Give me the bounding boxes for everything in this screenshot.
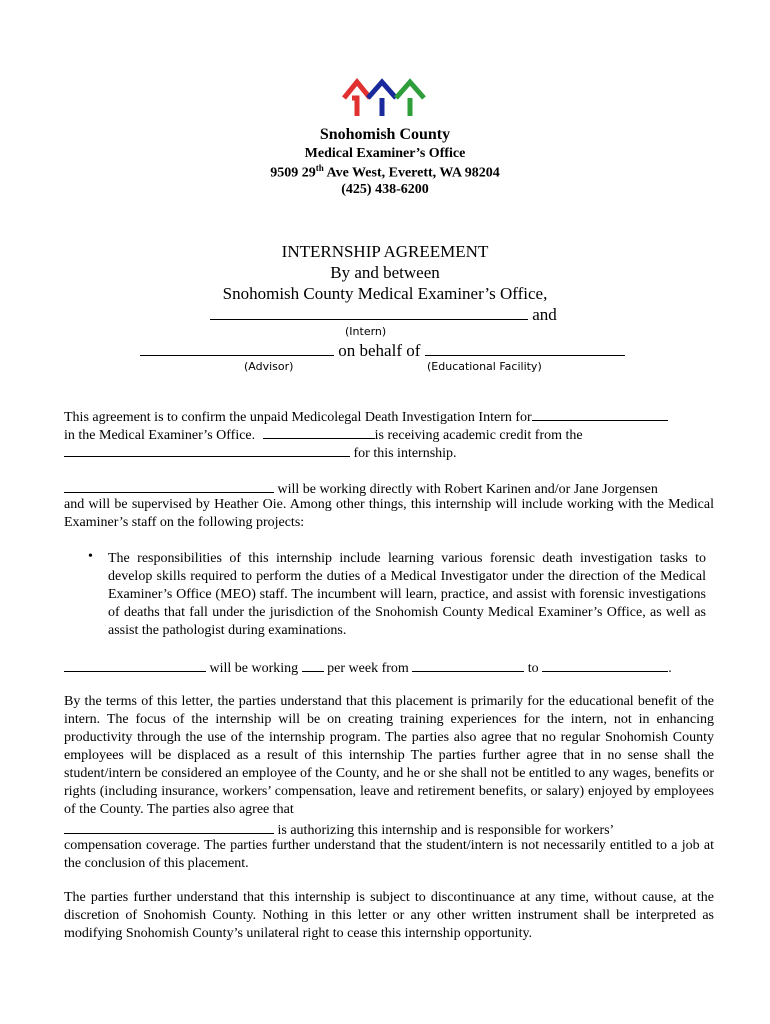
para1-text1: This agreement is to confirm the unpaid Medicolegal Death Investigation Intern for bbox=[64, 410, 532, 425]
para4: The parties further understand that this internship is subject to discontinuance at any time, without cause, at the discretion of Snohomish County. Nothing in this letter or any other written instrument shall be interpreted as modifying Snohomish County’s unilateral right to cease this internship opportunity. bbox=[64, 890, 714, 941]
schedule-text-d: . bbox=[668, 661, 672, 676]
schedule-intern-blank[interactable] bbox=[64, 657, 206, 672]
address-number: 9509 29 bbox=[270, 165, 316, 181]
address-street: Ave West, Everett, WA 98204 bbox=[323, 165, 500, 181]
office-address bbox=[0, 163, 770, 182]
intern-term-blank[interactable] bbox=[532, 406, 668, 421]
and-word: and bbox=[532, 305, 557, 324]
school-name-blank[interactable] bbox=[64, 442, 350, 457]
agreement-subtitle: By and between bbox=[330, 263, 440, 282]
intern-name-blank[interactable] bbox=[210, 305, 528, 320]
org-name: Snohomish County bbox=[319, 126, 451, 143]
facility-caption: (Educational Facility) bbox=[427, 360, 542, 373]
schedule-text-b: per week from bbox=[327, 661, 409, 676]
para1-text3: for this internship. bbox=[353, 446, 457, 461]
advisor-line bbox=[140, 341, 625, 361]
on-behalf-of: on behalf of bbox=[338, 341, 421, 360]
para2-text1: will be working directly with Robert Karinen and/or Jane Jorgensen bbox=[277, 482, 658, 497]
office-name: Medical Examiner’s Office bbox=[304, 146, 466, 161]
advisor-name-blank[interactable] bbox=[140, 341, 334, 356]
logo-red-arrow bbox=[344, 82, 370, 116]
authorizing-party-blank[interactable] bbox=[64, 819, 274, 834]
para3-closing: compensation coverage. The parties further understand that the student/intern is not necessarily entitled to a job at the conclusion of this placement. bbox=[64, 838, 714, 871]
para1-text2a: in the Medical Examiner’s Office. bbox=[64, 428, 256, 443]
county-logo bbox=[340, 76, 430, 120]
para3-text-b: is authorizing this internship and is responsible for workers’ bbox=[277, 823, 615, 838]
para3-main: By the terms of this letter, the parties understand that this placement is primarily for the educational benefit of the intern. The focus of the internship will be on creating training experiences for the intern, not in enhancing productivity through the use of the internship program. The parties also agree that no regular Snohomish County employees will be displaced as a result of this internship The parties further agree that in no sense shall the student/intern be considered an employee of the County, and he or she shall not be entitled to any wages, benefits or rights (including insurance, workers’ compensation, leave and retirement benefits, or salary) enjoyed by employees of the County. The parties also agree that bbox=[64, 694, 714, 817]
schedule-text-c: to bbox=[527, 661, 539, 676]
bullet-dot: • bbox=[88, 549, 93, 564]
intern-caption: (Intern) bbox=[345, 325, 387, 338]
start-date-blank[interactable] bbox=[412, 657, 524, 672]
para2-rest: and will be supervised by Heather Oie. Among other things, this internship will include working with the Medical Examiner’s staff on the following projects: bbox=[64, 497, 714, 530]
para1-text2b: is receiving academic credit from the bbox=[374, 428, 583, 443]
schedule-text-a: will be working bbox=[209, 661, 299, 676]
end-date-blank[interactable] bbox=[542, 657, 668, 672]
bullet-text: The responsibilities of this internship include learning various forensic death investigation tasks to develop skills required to perform the duties of a Medical Investigator under the direction of the Medical Examiner’s Office (MEO) staff. The incumbent will learn, practice, and assist with forensic investigations of deaths that fall under the jurisdiction of the Snohomish County Medical Examiner’s Office, as well as assist the pathologist during examinations. bbox=[108, 551, 706, 638]
para1-line3 bbox=[64, 442, 457, 463]
hours-blank[interactable] bbox=[302, 657, 324, 672]
logo-blue-arrow bbox=[368, 82, 396, 116]
intern-line bbox=[210, 305, 557, 325]
agreement-party-office: Snohomish County Medical Examiner’s Office, bbox=[222, 284, 548, 303]
office-phone: (425) 438-6200 bbox=[341, 182, 429, 197]
intern-directly-blank[interactable] bbox=[64, 478, 274, 493]
student-name-blank[interactable] bbox=[263, 424, 375, 439]
logo-green-arrow bbox=[396, 82, 424, 116]
advisor-caption: (Advisor) bbox=[244, 360, 294, 373]
facility-name-blank[interactable] bbox=[425, 341, 625, 356]
schedule-line bbox=[64, 657, 672, 678]
agreement-title: INTERNSHIP AGREEMENT bbox=[281, 242, 489, 261]
address-superscript: th bbox=[315, 163, 324, 173]
